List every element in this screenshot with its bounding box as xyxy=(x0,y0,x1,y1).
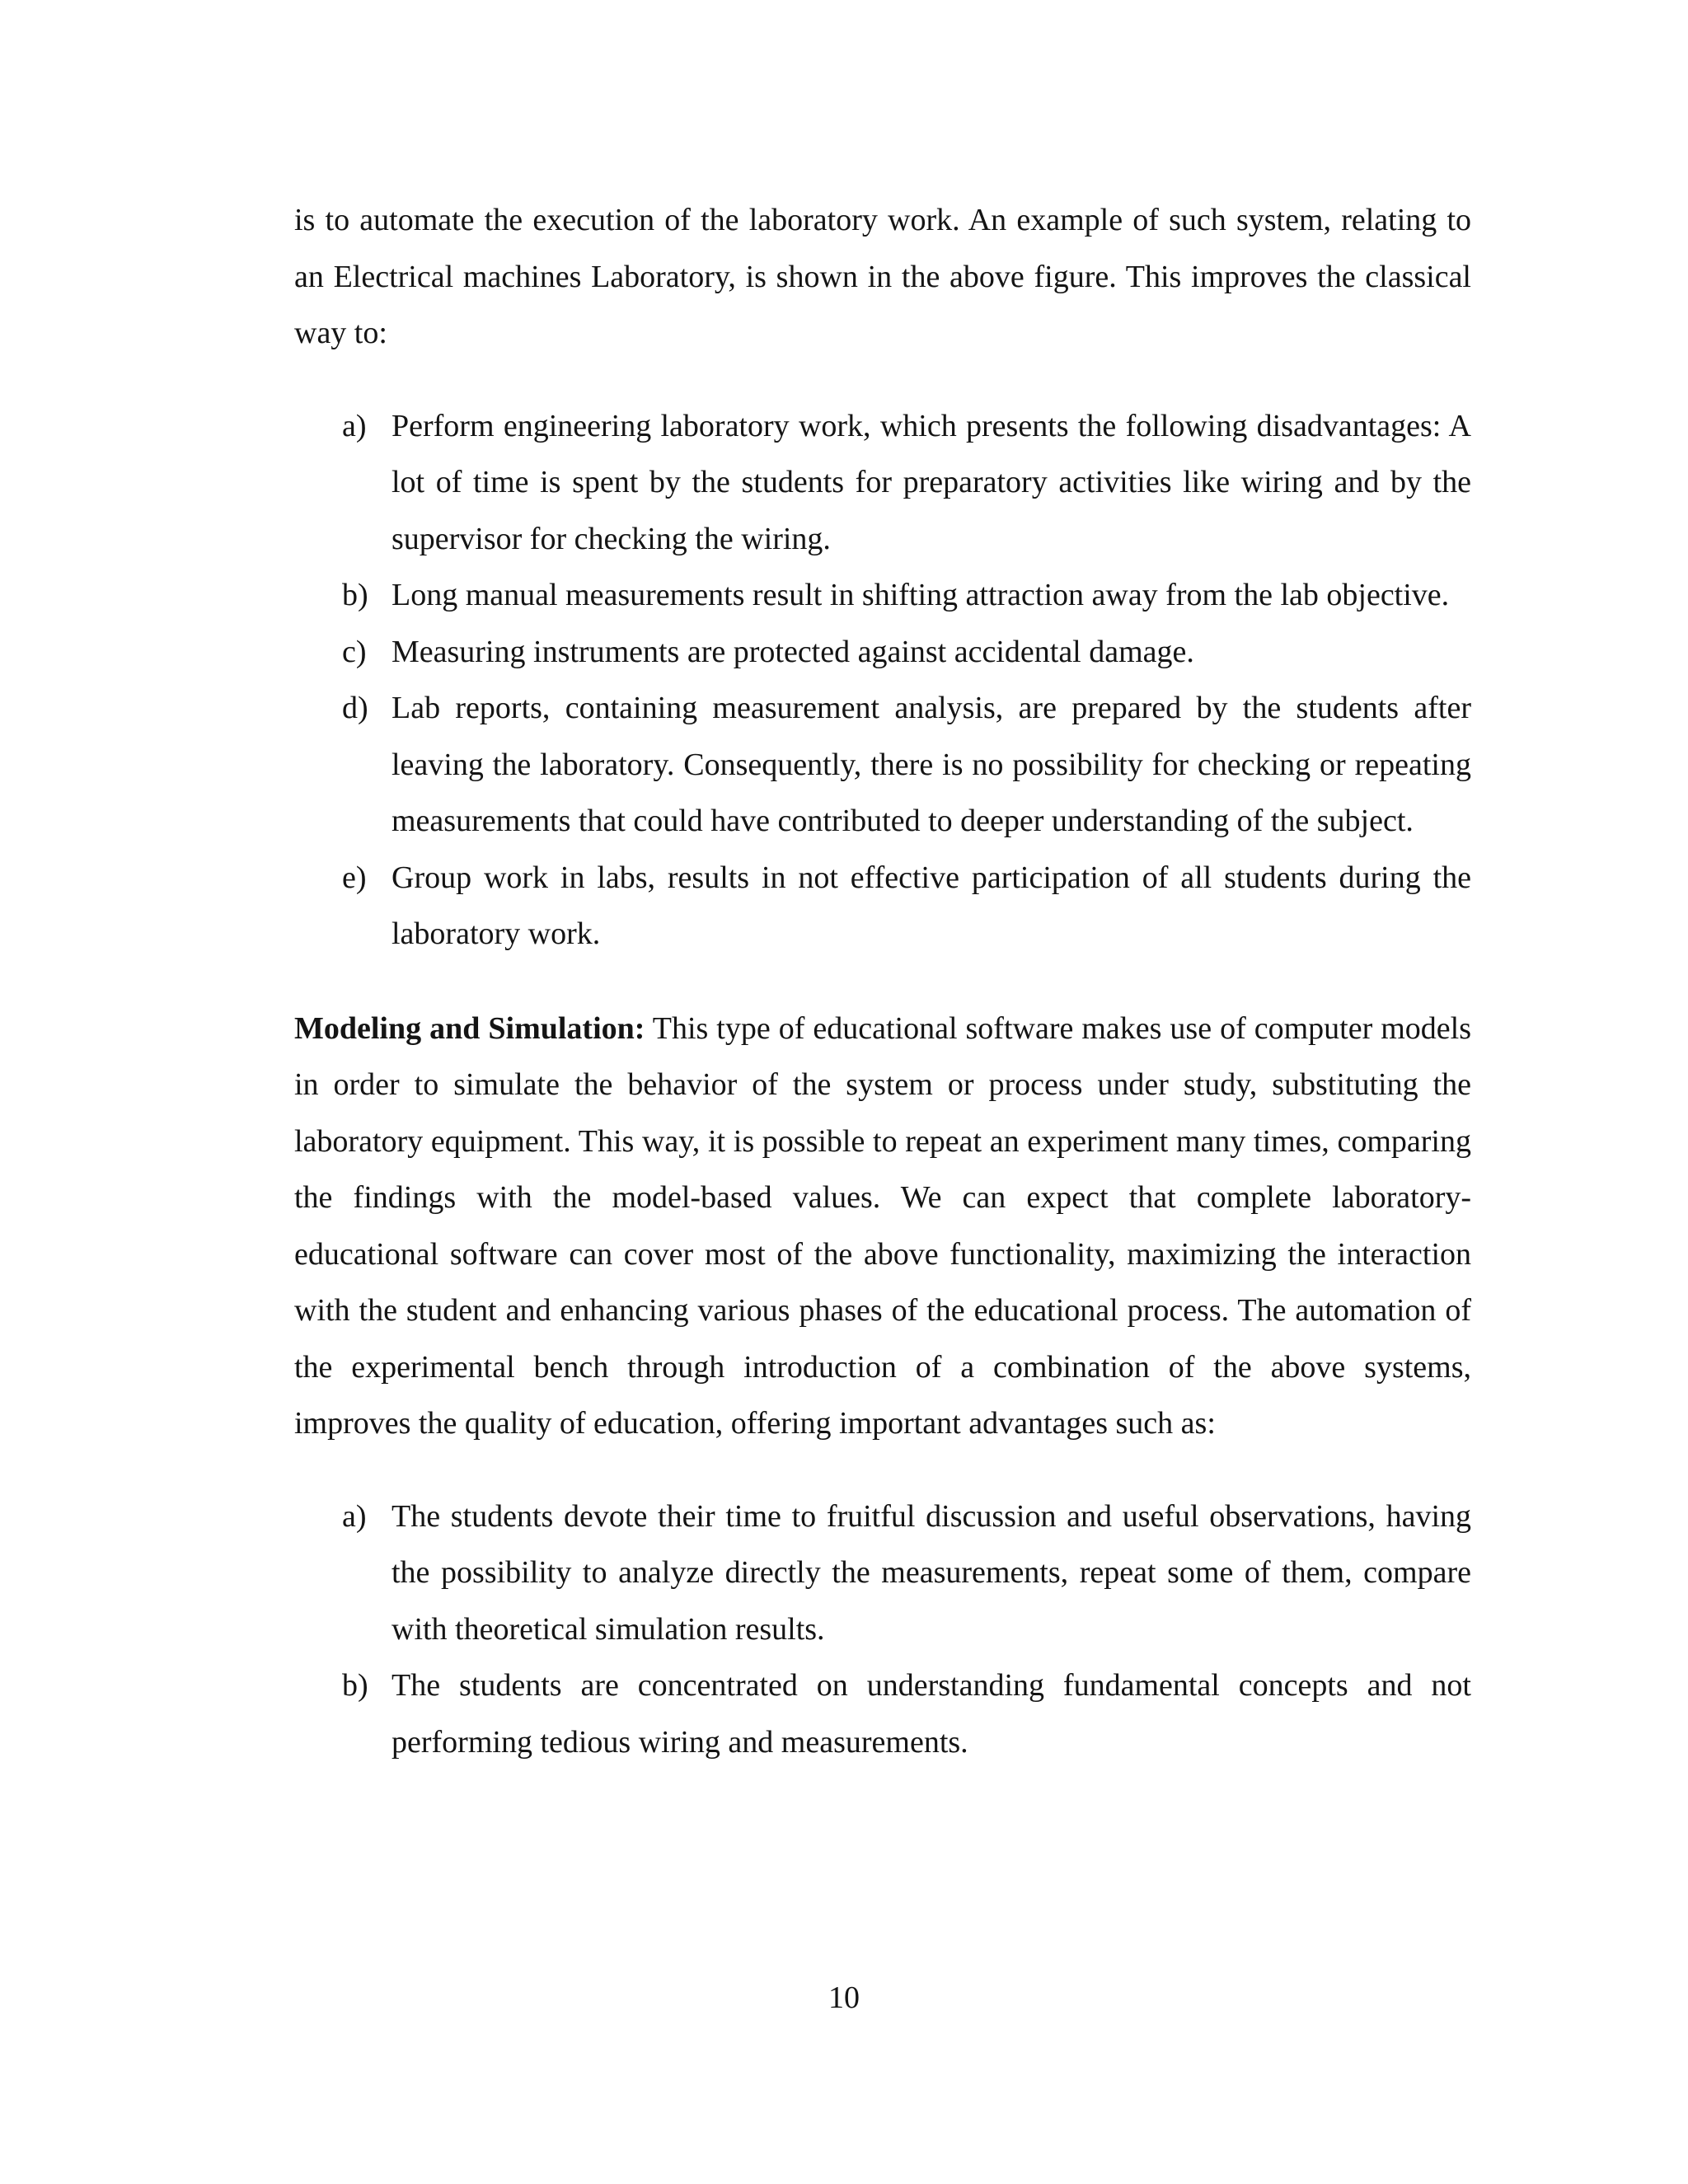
list-item-text: The students are concentrated on understanding fundamental concepts and not performing tedious wiring and measurements. xyxy=(392,1668,1471,1760)
list-item xyxy=(294,398,1471,568)
list-item xyxy=(294,1657,1471,1770)
list-marker: c) xyxy=(342,634,367,669)
list-marker: b) xyxy=(342,578,368,612)
list-item-text: Long manual measurements result in shifting attraction away from the lab objective. xyxy=(392,578,1450,612)
list-item-text: Measuring instruments are protected against accidental damage. xyxy=(392,634,1194,669)
list-item xyxy=(294,1488,1471,1658)
list-marker: a) xyxy=(342,1498,367,1534)
intro-paragraph: is to automate the execution of the laboratory work. An example of such system, relating to an Electrical machines Laboratory, is shown in the above figure. This improves the classical way to: xyxy=(294,203,1471,350)
list-item xyxy=(294,850,1471,963)
list-item-text: Perform engineering laboratory work, which presents the following disadvantages: A lot of time is spent by the students for preparatory activities like wiring and by the supervisor for checking the wiring. xyxy=(392,408,1471,556)
list-marker: e) xyxy=(342,860,367,895)
list-marker: d) xyxy=(342,691,368,725)
list-item xyxy=(294,680,1471,850)
list-item-text: The students devote their time to fruitful discussion and useful observations, having the possibility to analyze directly the measurements, repeat some of them, compare with theoretical simulation results. xyxy=(392,1498,1471,1647)
list-item-text: Lab reports, containing measurement analysis, are prepared by the students after leaving the laboratory. Consequently, there is no possibility for checking or repeating measurements that could have contributed to deeper understanding of the subject. xyxy=(392,691,1471,838)
section-heading: Modeling and Simulation: xyxy=(294,1010,645,1046)
list-marker: b) xyxy=(342,1668,368,1703)
page-content xyxy=(294,192,1471,1770)
disadvantages-list xyxy=(294,398,1471,963)
page-number: 10 xyxy=(828,1980,860,2015)
advantages-list xyxy=(294,1488,1471,1771)
list-item xyxy=(294,624,1471,681)
list-marker: a) xyxy=(342,408,367,443)
modeling-simulation-paragraph xyxy=(294,1001,1471,1452)
list-item xyxy=(294,567,1471,624)
section-body: This type of educational software makes use of computer models in order to simulate the behavior of the system or process under study, substituting the laboratory equipment. This way, it is possible to repeat an experiment many times, comparing the findings with the model-based values. We can expect that complete laboratory-educational software can cover most of the above functionality, maximizing the interaction with the student and enhancing various phases of the educational process. The automation of the experimental bench through introduction of a combination of the above systems, improves the quality of education, offering important advantages such as: xyxy=(294,1010,1471,1441)
list-item-text: Group work in labs, results in not effective participation of all students during the laboratory work. xyxy=(392,860,1471,951)
